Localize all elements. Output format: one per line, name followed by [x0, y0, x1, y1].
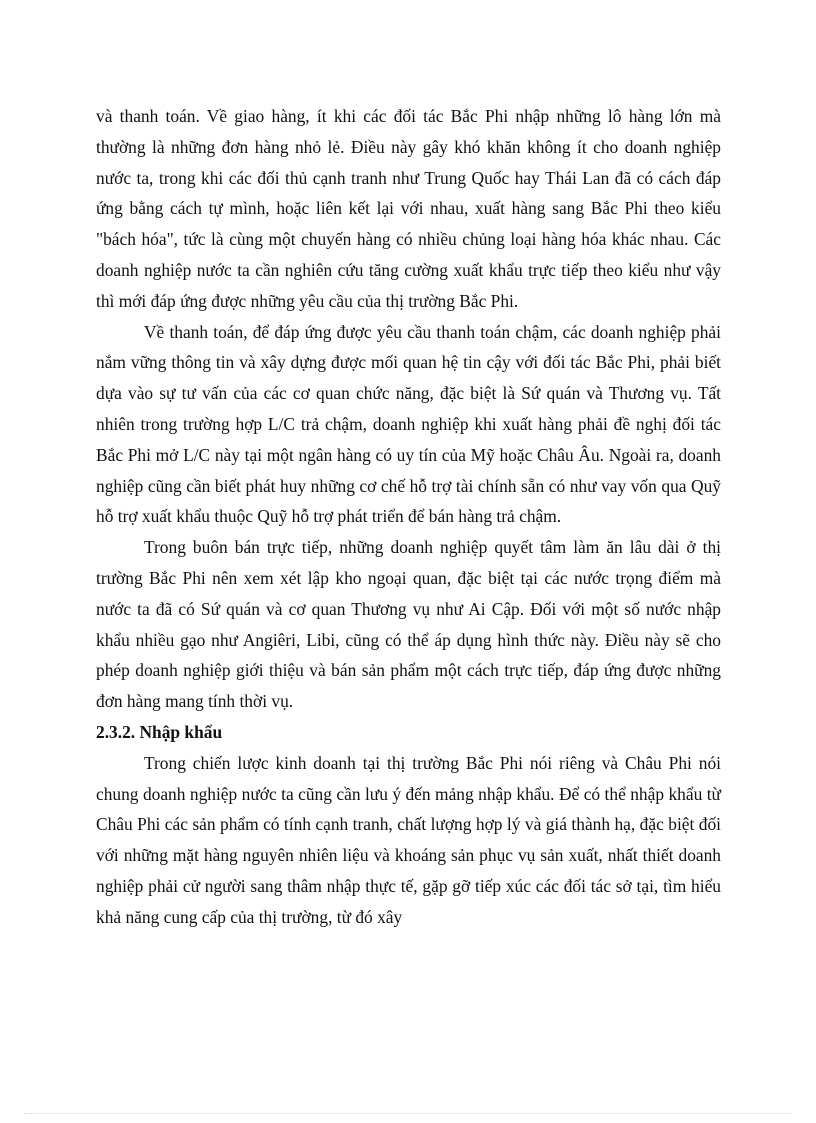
paragraph-import-strategy: Trong chiến lược kinh doanh tại thị trường Bắc Phi nói riêng và Châu Phi nói chung doanh nghiệp nước ta cũng cần lưu ý đến mảng nhập khẩu. Để có thể nhập khẩu từ Châu Phi các sản phẩm có tính cạnh tranh, chất lượng hợp lý và giá thành hạ, đặc biệt đối với những mặt hàng nguyên nhiên liệu và khoáng sản phục vụ sản xuất, nhất thiết doanh nghiệp phải cử người sang thâm nhập thực tế, gặp gỡ tiếp xúc các đối tác sở tại, tìm hiểu khả năng cung cấp của thị trường, từ đó xây	[96, 752, 721, 927]
paragraph-payment: Về thanh toán, để đáp ứng được yêu cầu thanh toán chậm, các doanh nghiệp phải nắm vững thông tin và xây dựng được mối quan hệ tin cậy với đối tác Bắc Phi, phải biết dựa vào sự tư vấn của các cơ quan chức năng, đặc biệt là Sứ quán và Thương vụ. Tất nhiên trong trường hợp L/C trả chậm, doanh nghiệp khi xuất hàng phải đề nghị đối tác Bắc Phi mở L/C này tại một ngân hàng có uy tín của Mỹ hoặc Châu Âu. Ngoài ra, doanh nghiệp cũng cần biết phát huy những cơ chế hỗ trợ tài chính sẵn có như vay vốn qua Quỹ hỗ trợ xuất khẩu thuộc Quỹ hỗ trợ phát triển để bán hàng trả chậm.	[96, 321, 721, 527]
document-body	[96, 101, 721, 933]
page-bottom-divider	[24, 1113, 792, 1114]
paragraph-delivery-payment: và thanh toán. Về giao hàng, ít khi các đối tác Bắc Phi nhập những lô hàng lớn mà thường là những đơn hàng nhỏ lẻ. Điều này gây khó khăn không ít cho doanh nghiệp nước ta, trong khi các đối thủ cạnh tranh như Trung Quốc hay Thái Lan đã có cách đáp ứng bằng cách tự mình, hoặc liên kết lại với nhau, xuất hàng sang Bắc Phi theo kiểu "bách hóa", tức là cùng một chuyến hàng có nhiều chủng loại hàng hóa khác nhau. Các doanh nghiệp nước ta cần nghiên cứu tăng cường xuất khẩu trực tiếp theo kiểu như vậy thì mới đáp ứng được những yêu cầu của thị trường Bắc Phi.	[96, 106, 721, 311]
paragraph-direct-trade: Trong buôn bán trực tiếp, những doanh nghiệp quyết tâm làm ăn lâu dài ở thị trường Bắc Phi nên xem xét lập kho ngoại quan, đặc biệt tại các nước trọng điểm mà nước ta đã có Sứ quán và cơ quan Thương vụ như Ai Cập. Đối với một số nước nhập khẩu nhiều gạo như Angiêri, Libi, cũng có thể áp dụng hình thức này. Điều này sẽ cho phép doanh nghiệp giới thiệu và bán sản phẩm một cách trực tiếp, đáp ứng được những đơn hàng mang tính thời vụ.	[96, 537, 721, 712]
section-heading-import: 2.3.2. Nhập khẩu	[96, 721, 223, 742]
